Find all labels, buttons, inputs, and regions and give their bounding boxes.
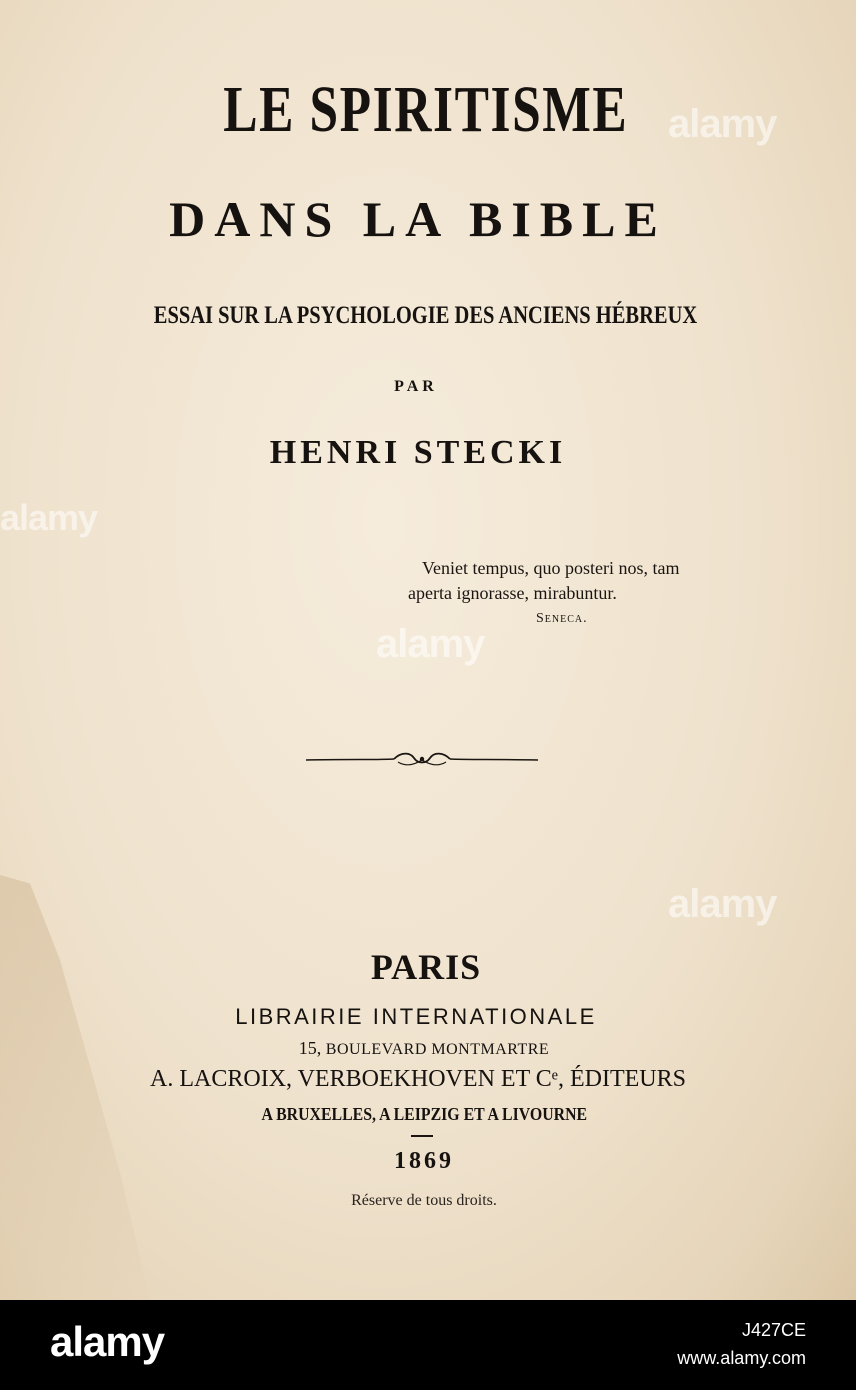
watermark: alamy (668, 882, 777, 926)
stock-footer (0, 1300, 856, 1390)
epigraph-line-1: Veniet tempus, quo posteri nos, tam (422, 558, 680, 578)
imprint-bookshop: LIBRAIRIE INTERNATIONALE (235, 1004, 597, 1029)
epigraph-attribution: Seneca. (536, 611, 588, 626)
publication-year: 1869 (394, 1148, 454, 1174)
subtitle: ESSAI SUR LA PSYCHOLOGIE DES ANCIENS HÉBREUX (153, 302, 698, 329)
rights-notice: Réserve de tous droits. (351, 1192, 497, 1209)
epigraph (408, 556, 768, 631)
imprint-publishers: A. LACROIX, VERBOEKHOVEN ET Cᵉ, ÉDITEURS (150, 1066, 686, 1092)
imprint-branches: A BRUXELLES, A LEIPZIG ET A LIVOURNE (261, 1104, 588, 1124)
ornament-divider (306, 748, 538, 772)
title-line-1: LE SPIRITISME (223, 73, 629, 146)
epigraph-line-2: aperta ignorasse, mirabuntur. (408, 583, 617, 603)
watermark: alamy (376, 622, 485, 666)
address-street: BOULEVARD MONTMARTRE (325, 1041, 550, 1058)
imprint-city: PARIS (370, 947, 482, 987)
alamy-logo: alamy (50, 1318, 165, 1365)
image-id: J427CE (741, 1320, 806, 1340)
address-number: 15, (298, 1038, 322, 1058)
by-label: PAR (394, 378, 438, 395)
imprint-address (0, 1038, 852, 1059)
author-name: HENRI STECKI (269, 434, 567, 471)
short-rule (411, 1135, 433, 1137)
footer-url: www.alamy.com (677, 1348, 806, 1368)
watermark: alamy (668, 102, 777, 146)
watermark: alamy (0, 497, 98, 538)
title-line-2: DANS LA BIBLE (169, 191, 667, 247)
